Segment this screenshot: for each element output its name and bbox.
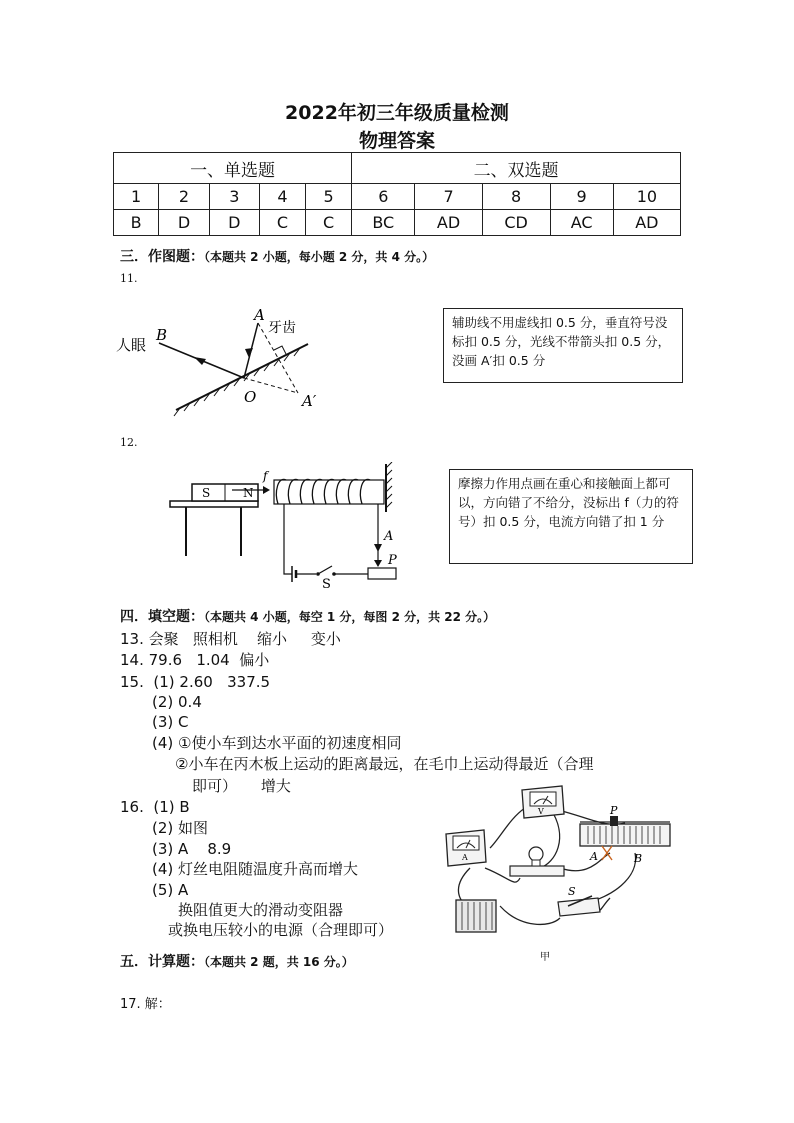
- answer-cell: D: [159, 210, 209, 236]
- answer-line-14: 14. 79.6 1.04 偏小: [120, 651, 270, 669]
- question-number: 10: [613, 184, 680, 210]
- label-a-point: A: [384, 529, 394, 544]
- answer-line-16-3: (3) A 8.9: [152, 840, 232, 858]
- answer-cell: CD: [482, 210, 550, 236]
- section-4-title: 四．填空题：: [120, 609, 204, 625]
- label-p-slider: P: [610, 804, 618, 817]
- answer-line-15-4: (4) ①使小车到达水平面的初速度相同: [152, 734, 402, 752]
- answer-line-16-6: 换阻值更大的滑动变阻器: [178, 901, 344, 919]
- answer-line-15-3: (3) C: [152, 713, 189, 731]
- answer-cell: D: [209, 210, 259, 236]
- q11-scoring-note: 辅助线不用虚线扣 0.5 分，垂直符号没标扣 0.5 分，光线不带箭头扣 0.5 分，没画 A′扣 0.5 分: [443, 308, 683, 383]
- label-tooth: 牙齿: [268, 320, 296, 336]
- question-number: 2: [159, 184, 209, 210]
- section-5-heading: [120, 951, 354, 971]
- q12-electromagnet-diagram: [166, 462, 406, 592]
- answer-line-16-5: (5) A: [152, 881, 189, 899]
- answer-line-15-6: 即可） 增大: [192, 777, 291, 795]
- answer-cell: AC: [550, 210, 613, 236]
- q11-number: 11.: [120, 272, 138, 285]
- answer-line-16-7: 或换电压较小的电源（合理即可）: [168, 921, 394, 939]
- answer-cell: AD: [613, 210, 680, 236]
- label-p: P: [388, 553, 397, 568]
- answer-cell: C: [306, 210, 352, 236]
- section-5-title: 五．计算题：: [120, 954, 204, 970]
- answer-table: [113, 152, 681, 236]
- switch-blade: [318, 566, 332, 574]
- answer-line-16-2: (2) 如图: [152, 819, 209, 837]
- figure-caption: 甲: [540, 952, 550, 963]
- battery-pack: [456, 900, 496, 932]
- right-angle-mark: [274, 346, 286, 354]
- label-s-pole: S: [202, 486, 211, 500]
- section-5-note: （本题共 2 题，共 16 分。）: [204, 955, 354, 969]
- question-number: 4: [260, 184, 306, 210]
- group-double-choice: 二、双选题: [352, 153, 681, 184]
- label-f: f: [263, 469, 268, 483]
- label-a-prime: A′: [302, 392, 317, 410]
- section-3-title: 三．作图题：: [120, 249, 204, 265]
- question-number: 8: [482, 184, 550, 210]
- label-v-top: V: [538, 807, 544, 816]
- label-a-terminal: A: [590, 850, 598, 863]
- answer-cell: BC: [352, 210, 415, 236]
- question-number: 5: [306, 184, 352, 210]
- incident-arrow: [245, 348, 253, 358]
- rheostat: [368, 568, 396, 579]
- reflected-arrow: [194, 357, 206, 365]
- ammeter-left: [446, 830, 486, 866]
- question-number: 3: [209, 184, 259, 210]
- answer-line-15-2: (2) 0.4: [152, 693, 202, 711]
- section-4-heading: [120, 606, 495, 626]
- label-switch: S: [322, 577, 331, 592]
- label-o: O: [244, 388, 257, 406]
- answer-cell: C: [260, 210, 306, 236]
- q17-start: 17. 解：: [120, 997, 171, 1012]
- q12-number: 12.: [120, 436, 138, 449]
- label-a: A: [254, 306, 265, 324]
- section-4-note: （本题共 4 小题，每空 1 分，每图 2 分，共 22 分。）: [204, 610, 496, 624]
- question-number: 6: [352, 184, 415, 210]
- answer-cell: B: [114, 210, 159, 236]
- voltmeter-top: [522, 786, 564, 818]
- label-n-pole: N: [243, 486, 254, 500]
- label-s-switch: S: [568, 885, 576, 898]
- question-number: 1: [114, 184, 159, 210]
- answer-line-13: 13. 会聚 照相机 缩小 变小: [120, 630, 341, 648]
- slider-arrow: [374, 560, 382, 567]
- table-top: [170, 501, 258, 507]
- label-b-terminal: B: [634, 852, 643, 865]
- question-number: 7: [415, 184, 482, 210]
- label-b: B: [156, 326, 168, 344]
- label-meter-left: A: [462, 853, 468, 862]
- q12-scoring-note: 摩擦力作用点画在重心和接触面上都可以，方向错了不给分，没标出 f（力的符号）扣 0.5 分，电流方向错了扣 1 分: [449, 469, 693, 564]
- group-single-choice: 一、单选题: [114, 153, 352, 184]
- section-3-heading: [120, 246, 434, 266]
- answer-line-15-5: ②小车在丙木板上运动的距离最远，在毛巾上运动得最近（合理: [175, 755, 594, 773]
- answer-line-16-1: 16. (1) B: [120, 798, 190, 816]
- question-number: 9: [550, 184, 613, 210]
- q16-circuit-figure: [440, 778, 680, 968]
- coil-windings: [276, 479, 370, 504]
- page-title: 2022年初三年级质量检测: [285, 102, 509, 124]
- current-arrow: [374, 544, 382, 552]
- knife-switch: [558, 885, 600, 916]
- label-eye: 人眼: [116, 336, 147, 354]
- section-3-note: （本题共 2 小题，每小题 2 分，共 4 分。）: [204, 250, 435, 264]
- page-subtitle: 物理答案: [358, 130, 435, 152]
- q11-reflection-diagram: [112, 300, 322, 420]
- slide-rheostat: [580, 804, 670, 865]
- answer-cell: AD: [415, 210, 482, 236]
- answer-line-16-4: (4) 灯丝电阻随温度升高而增大: [152, 860, 359, 878]
- answer-line-15-1: 15. (1) 2.60 337.5: [120, 673, 271, 691]
- light-bulb: [510, 847, 564, 876]
